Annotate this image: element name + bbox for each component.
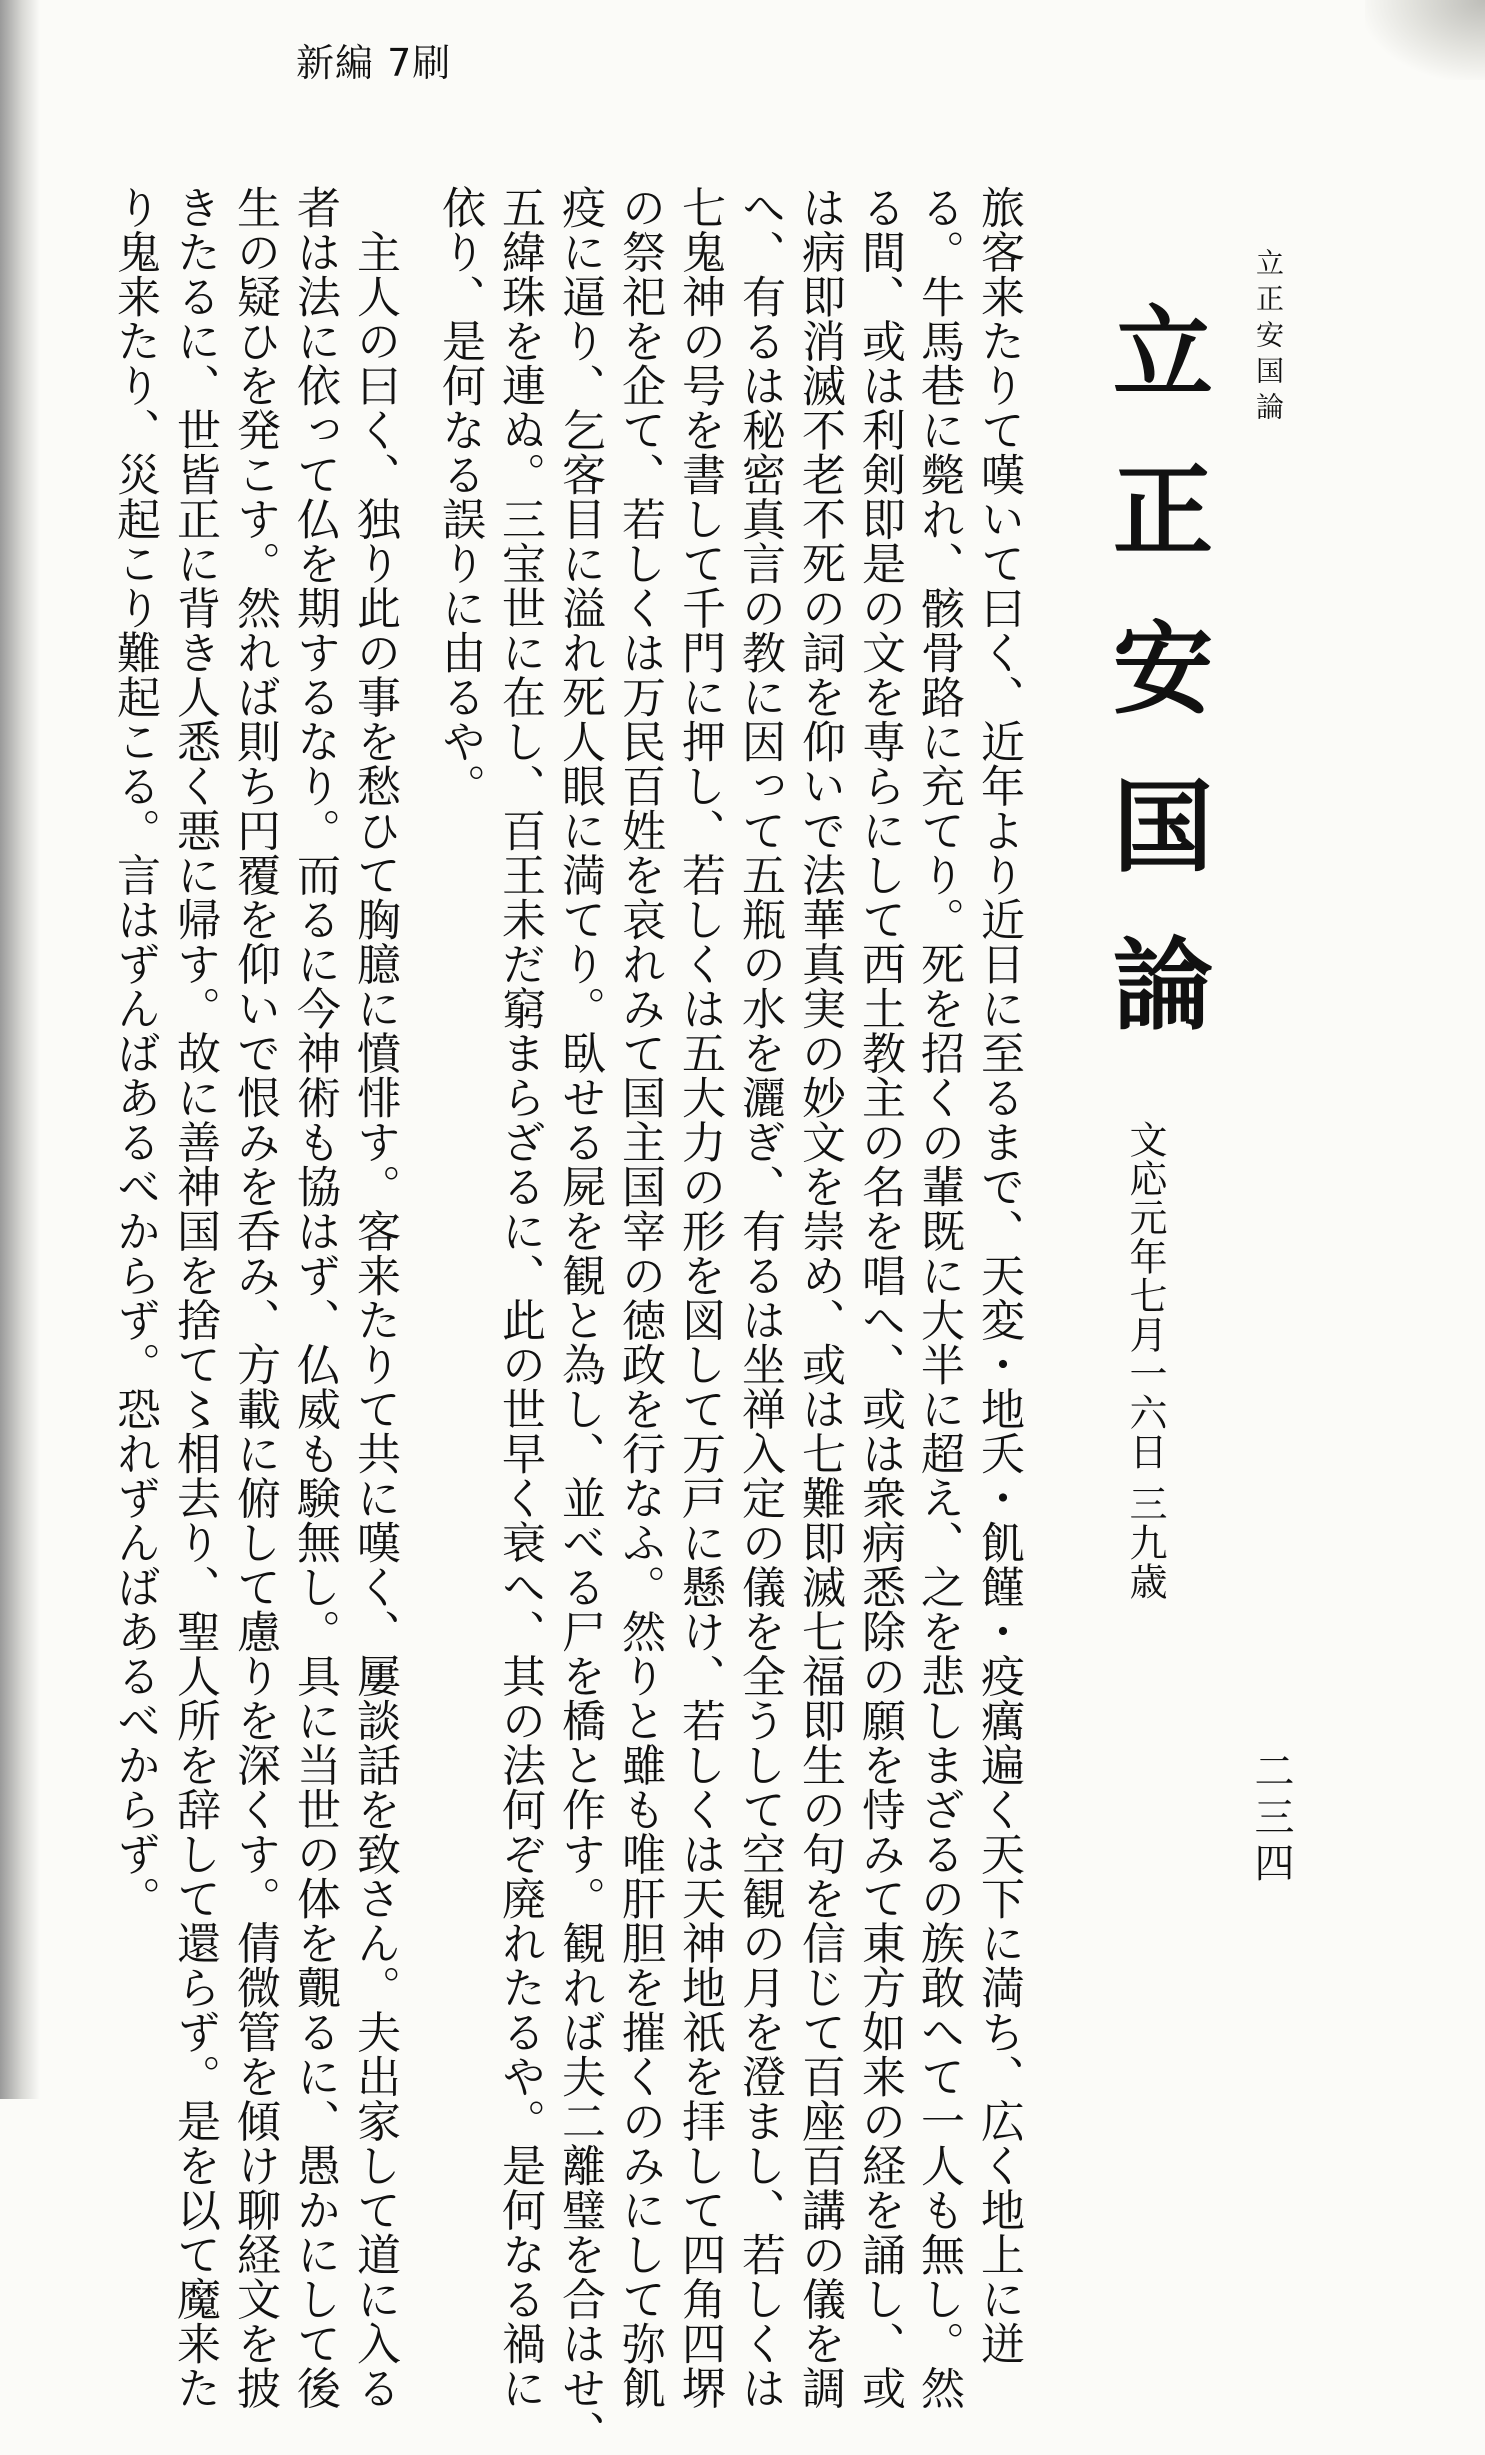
page-edge-shadow [0, 0, 40, 2099]
date-line: 文応元年七月一六日 三九歳 [1123, 1120, 1167, 1602]
text-column: きたるに、世皆正に背き人悉く悪に帰す。故に善神国を捨て〻相去り、聖人所を辞して還らず。是を以て魔来た [169, 185, 220, 2410]
page-title: 立正安国論 [1096, 300, 1214, 1090]
page-corner-shadow [1365, 0, 1485, 80]
text-column: 旅客来たりて嘆いて曰く、近年より近日に至るまで、天変・地夭・飢饉・疫癘遍く天下に満ち、広く地上に迸 [973, 185, 1024, 2366]
text-column: 生の疑ひを発こす。然れば則ち円覆を仰いで恨みを呑み、方載に俯して慮りを深くす。倩微管を傾け聊経文を披 [229, 185, 280, 2410]
text-column: 七鬼神の号を書して千門に押し、若しくは五大力の形を図して万戸に懸け、若しくは天神地祇を拝して四角四堺 [674, 185, 725, 2410]
text-column: 疫に逼り、乞客目に溢れ死人眼に満てり。臥せる屍を観と為し、並べる尸を橋と作す。観れば夫二離璧を合はせ、 [554, 185, 605, 2455]
text-column: る間、或は利剣即是の文を専らにして西土教主の名を唱へ、或は衆病悉除の願を恃みて東方如来の経を誦し、或 [854, 185, 905, 2410]
text-column: 依り、是何なる誤りに由るや。 [434, 185, 485, 808]
text-column: 五緯珠を連ぬ。三宝世に在し、百王未だ窮まらざるに、此の世早く衰へ、其の法何ぞ廃れたるや。是何なる禍に [494, 185, 545, 2410]
text-column: の祭祀を企て、若しくは万民百姓を哀れみて国主国宰の徳政を行なふ。然りと雖も唯肝胆を摧くのみにして弥飢 [614, 185, 665, 2410]
text-column: へ、有るは秘密真言の教に因って五瓶の水を灑ぎ、有るは坐禅入定の儀を全うして空観の月を澄まし、若しくは [734, 185, 785, 2410]
text-column: 主人の曰く、独り此の事を愁ひて胸臆に憤悱す。客来たりて共に嘆く、屢談話を致さん。夫出家して道に入る [349, 185, 400, 2410]
text-column: 者は法に依って仏を期するなり。而るに今神術も協はず、仏威も験無し。具に当世の体を覿るに、愚かにして後 [289, 185, 340, 2410]
page-number: 二三四 [1248, 1750, 1294, 1888]
edition-stamp: 新編 7刷 [296, 41, 452, 85]
text-column: り鬼来たり、災起こり難起こる。言はずんばあるべからず。恐れずんばあるべからず。 [109, 185, 160, 1921]
text-column: は病即消滅不老不死の詞を仰いで法華真実の妙文を崇め、或は七難即滅七福即生の句を信じて百座百講の儀を調 [794, 185, 845, 2410]
running-head: 立正安国論 [1252, 248, 1285, 428]
text-column: る。牛馬巷に斃れ、骸骨路に充てり。死を招くの輩既に大半に超え、之を悲しまざるの族敢へて一人も無し。然 [913, 185, 964, 2410]
